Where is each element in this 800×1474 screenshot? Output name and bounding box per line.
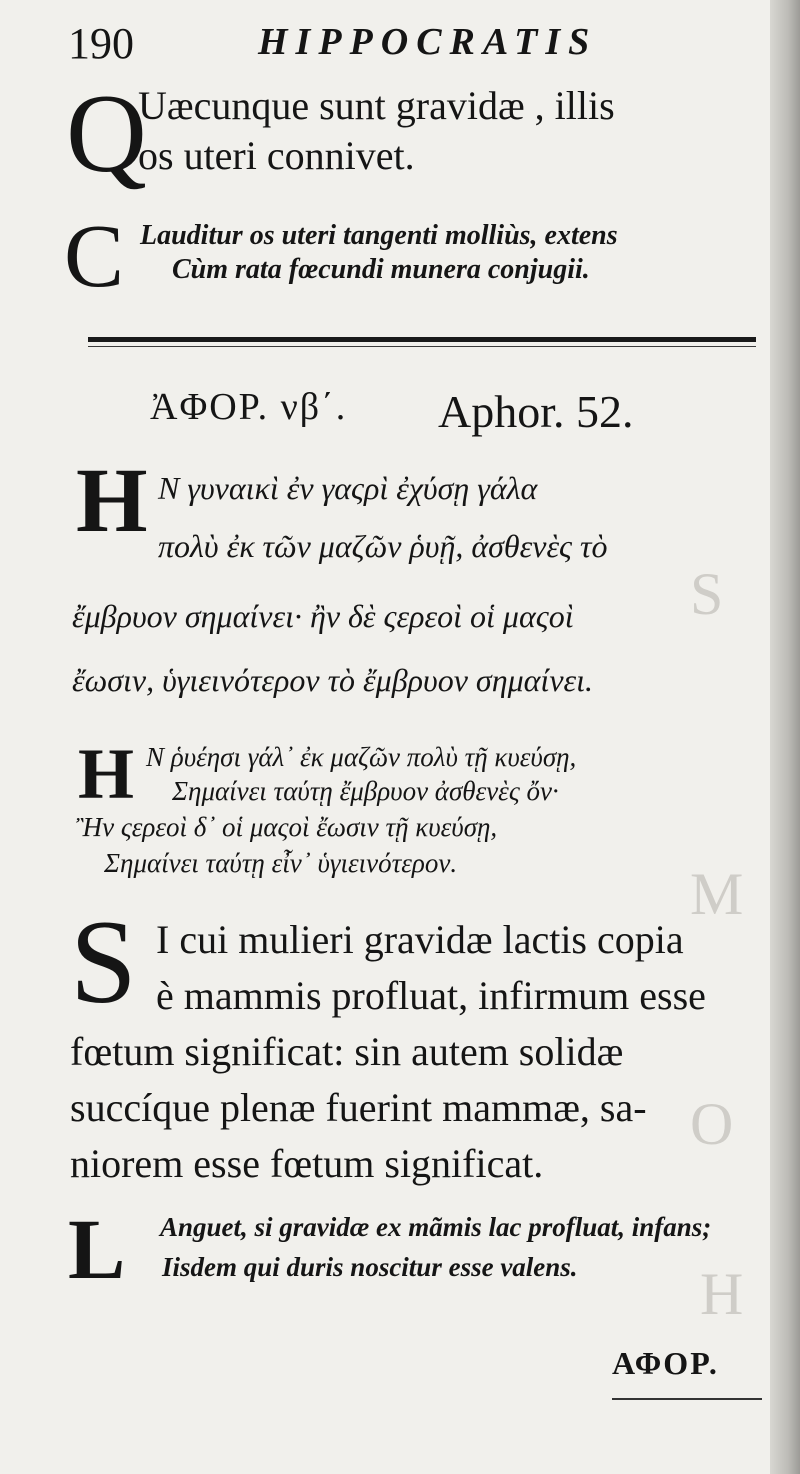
drop-cap: Q (66, 72, 147, 196)
running-head (68, 18, 688, 68)
text-line: Uæcunque sunt gravidæ , illis (138, 83, 615, 128)
drop-cap: C (64, 207, 125, 306)
text-line: succíque plenæ fuerint mammæ, sa- (70, 1085, 647, 1130)
text-line: Anguet, si gravidæ ex mãmis lac profluat, infans; (160, 1212, 712, 1242)
text-line: πολὺ ἐκ τῶν μαζῶν ῥυῇ, ἀσθενὲς τὸ (158, 528, 608, 564)
show-through: H (700, 1261, 744, 1327)
text-line: niorem esse fœtum significat. (70, 1141, 544, 1186)
text-line: Cùm rata fœcundi munera conjugii. (172, 254, 590, 285)
text-line: Lauditur os uteri tangenti molliùs, extens (140, 220, 618, 251)
page-number: 190 (68, 19, 134, 68)
divider-rule (88, 337, 756, 342)
page-gutter-shadow (770, 0, 800, 1474)
drop-cap: L (68, 1201, 126, 1297)
text-line: ἔωσιν, ὑγιεινότερον τὸ ἔμβρυον σημαίνει. (72, 662, 594, 698)
catchword: ΑΦΟΡ. (612, 1345, 719, 1381)
text-line: Σημαίνει ταύτῃ εἶν᾽ ὑγιεινότερον. (104, 848, 458, 878)
text-line: Ν γυναικὶ ἐν γαςρὶ ἐχύσῃ γάλα (158, 470, 538, 506)
aphorism-latin-heading: Aphor. 52. (438, 386, 634, 437)
text-line: os uteri connivet. (138, 133, 415, 178)
drop-cap: S (70, 895, 137, 1028)
show-through: O (690, 1091, 734, 1157)
catchword-rule (612, 1398, 762, 1400)
text-line: ἔμβρυον σημαίνει· ἢν δὲ ςερεοὶ οἱ μαςοὶ (72, 598, 574, 634)
text-line: Ἢν ςερεοὶ δ᾽ οἱ μαςοὶ ἔωσιν τῇ κυεύσῃ, (76, 812, 498, 842)
text-line: è mammis profluat, infirmum esse (156, 973, 706, 1018)
text-line: fœtum significat: sin autem solidæ (70, 1029, 624, 1074)
show-through: M (690, 861, 744, 927)
show-through: S (690, 561, 724, 627)
text-line: I cui mulieri gravidæ lactis copia (156, 917, 684, 962)
divider-rule (88, 346, 756, 347)
drop-cap: H (76, 449, 148, 551)
text-line: Iisdem qui duris noscitur esse valens. (162, 1252, 578, 1282)
aphorism-greek-heading: ἈΦΟΡ. νβ΄. (150, 386, 348, 428)
text-line: Σημαίνει ταύτῃ ἔμβρυον ἀσθενὲς ὄν· (172, 776, 559, 806)
drop-cap: H (78, 734, 135, 814)
running-title: HIPPOCRATIS (258, 21, 598, 63)
text-line: Ν ῥυέησι γάλ᾽ ἐκ μαζῶν πολὺ τῇ κυεύσῃ, (146, 742, 577, 772)
